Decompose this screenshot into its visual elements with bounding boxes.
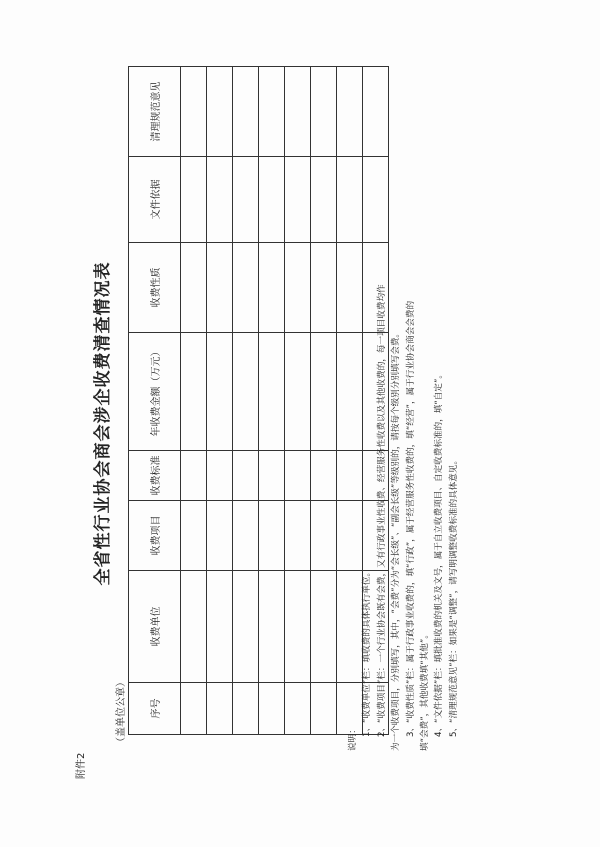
table-cell: [207, 333, 233, 451]
table-cell: [181, 501, 207, 571]
table-cell: [207, 67, 233, 157]
table-cell: [207, 683, 233, 735]
table-cell: [311, 333, 337, 451]
table-row: [181, 67, 207, 735]
table-cell: [285, 333, 311, 451]
table-cell: [259, 157, 285, 243]
table-cell: [233, 501, 259, 571]
header-annual-amount: 年收费金额（万元）: [129, 333, 181, 451]
notes-section: [346, 91, 461, 751]
table-cell: [233, 683, 259, 735]
stamp-label: （盖单位公章）: [116, 677, 127, 747]
table-cell: [285, 67, 311, 157]
table-cell: [181, 67, 207, 157]
table-cell: [181, 683, 207, 735]
table-cell: [181, 243, 207, 333]
table-cell: [207, 451, 233, 501]
table-cell: [285, 157, 311, 243]
table-cell: [259, 501, 285, 571]
table-cell: [311, 683, 337, 735]
table-cell: [233, 157, 259, 243]
table-cell: [233, 333, 259, 451]
table-row: [285, 67, 311, 735]
table-cell: [285, 683, 311, 735]
note-item-2: 2、“收费项目”栏：一个行业协会既有会费，又有行政事业性收费、经营服务性收费以及其他收费的，每一项目收费均作: [376, 284, 387, 737]
header-index: 序号: [129, 683, 181, 735]
table-cell: [207, 157, 233, 243]
table-cell: [259, 243, 285, 333]
table-cell: [233, 243, 259, 333]
table-cell: [311, 501, 337, 571]
table-cell: [259, 571, 285, 683]
table-row: [259, 67, 285, 735]
table-cell: [311, 451, 337, 501]
table-cell: [311, 157, 337, 243]
table-cell: [259, 67, 285, 157]
header-document-basis: 文件依据: [129, 157, 181, 243]
table-cell: [285, 571, 311, 683]
table-cell: [285, 243, 311, 333]
table-cell: [259, 333, 285, 451]
table-cell: [311, 67, 337, 157]
table-cell: [181, 333, 207, 451]
table-cell: [181, 157, 207, 243]
note-item-2-continued: 为一个收费项目，分别填写，其中，“会费”分为“会长级”、“副会长级”等级别的，请按每个级别分别填写会费。: [391, 328, 402, 751]
table-cell: [181, 571, 207, 683]
table-cell: [207, 243, 233, 333]
header-fee-nature: 收费性质: [129, 243, 181, 333]
note-item-4: 4、“文件依据”栏：填批准收费的机关及文号，属于自立收费项目、自定收费标准的，填“自定”。: [434, 369, 445, 737]
note-item-1: 1、“收费单位”栏：填收费的具体执行单位。: [362, 567, 373, 737]
table-cell: [285, 501, 311, 571]
header-fee-unit: 收费单位: [129, 571, 181, 683]
table-cell: [233, 67, 259, 157]
header-fee-item: 收费项目: [129, 501, 181, 571]
table-cell: [207, 501, 233, 571]
table-cell: [259, 683, 285, 735]
notes-heading: 说明：: [348, 725, 358, 751]
table-cell: [207, 571, 233, 683]
attachment-label: 附件2: [76, 752, 87, 779]
table-cell: [181, 451, 207, 501]
table-row: [311, 67, 337, 735]
table-cell: [233, 451, 259, 501]
table-row: [233, 67, 259, 735]
note-item-3-continued: 填“会费”，其他收费填“其他”。: [420, 630, 431, 751]
table-cell: [311, 571, 337, 683]
note-item-5: 5、“清理规范意见”栏：如果是“调整”，请写明调整收费标准的具体意见。: [448, 455, 459, 737]
table-cell: [259, 451, 285, 501]
header-fee-standard: 收费标准: [129, 451, 181, 501]
note-item-3: 3、“收费性质”栏：属于行政事业收费的，填“行政”，属于经营服务性收费的，填“经营”，属于行业协会商会会费的: [405, 300, 416, 737]
header-cleanup-opinion: 清理规范意见: [129, 67, 181, 157]
table-row: [207, 67, 233, 735]
table-header-row: [129, 67, 181, 735]
table-cell: [233, 571, 259, 683]
table-cell: [285, 451, 311, 501]
table-cell: [311, 243, 337, 333]
document-title: 全省性行业协会商会涉企收费清查情况表: [93, 261, 113, 586]
